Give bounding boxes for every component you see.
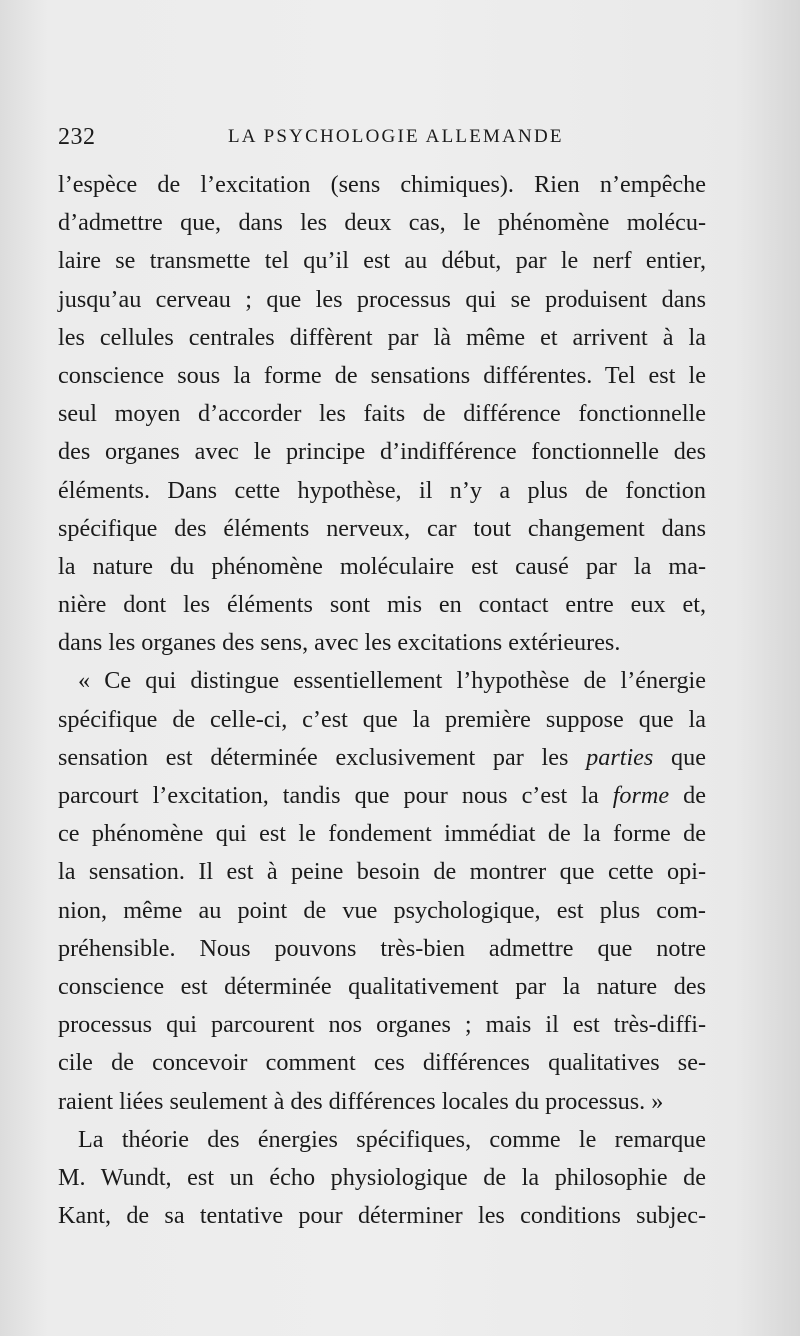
text-line: éléments. Dans cette hypothèse, il n’y a plus de fonction: [58, 476, 706, 504]
page-number: 232: [58, 124, 96, 150]
text-line: spécifique des éléments nerveux, car tout changement dans: [58, 514, 706, 542]
text-line: préhensible. Nous pouvons très-bien admettre que notre: [58, 934, 706, 962]
text-line: des organes avec le principe d’indifférence fonctionnelle des: [58, 438, 706, 466]
page-header: [58, 124, 708, 156]
text-line: Kant, de sa tentative pour déterminer les conditions subjec-: [58, 1202, 706, 1230]
italic-word: parties: [586, 743, 654, 771]
text-line: parcourt l’excitation, tandis que pour nous c’est la forme de: [58, 782, 706, 809]
text-line: les cellules centrales diffèrent par là même et arrivent à la: [58, 323, 706, 351]
paragraph-end-line: dans les organes des sens, avec les excitations extérieures.: [58, 629, 621, 657]
text-line: seul moyen d’accorder les faits de différence fonctionnelle: [58, 400, 706, 428]
text-line: sensation est déterminée exclusivement par les parties que: [58, 743, 706, 771]
text-line: spécifique de celle-ci, c’est que la première suppose que la: [58, 705, 706, 733]
text-line: cile de concevoir comment ces différences qualitatives se-: [58, 1049, 706, 1077]
text-line: la nature du phénomène moléculaire est causé par la ma-: [58, 552, 706, 580]
text-line: nion, même au point de vue psychologique, est plus com-: [58, 896, 706, 924]
italic-word: forme: [612, 782, 670, 809]
text-line: ce phénomène qui est le fondement immédiat de la forme de: [58, 820, 706, 848]
running-title: LA PSYCHOLOGIE ALLEMANDE: [228, 126, 564, 147]
text-line: conscience sous la forme de sensations différentes. Tel est le: [58, 361, 706, 389]
text-line: conscience est déterminée qualitativement par la nature des: [58, 972, 706, 1000]
quote-start-line: « Ce qui distingue essentiellement l’hypothèse de l’énergie: [78, 667, 706, 695]
text-line: M. Wundt, est un écho physiologique de la philosophie de: [58, 1163, 706, 1191]
text-line: laire se transmette tel qu’il est au début, par le nerf entier,: [58, 247, 706, 275]
text-line: l’espèce de l’excitation (sens chimiques). Rien n’empêche: [58, 171, 706, 198]
text-line: d’admettre que, dans les deux cas, le phénomène molécu-: [58, 209, 706, 237]
text-line: nière dont les éléments sont mis en contact entre eux et,: [58, 591, 706, 619]
paragraph-start-line: La théorie des énergies spécifiques, comme le remarque: [78, 1125, 706, 1153]
text-line: jusqu’au cerveau ; que les processus qui se produisent dans: [58, 285, 706, 313]
text-line: processus qui parcourent nos organes ; mais il est très-diffi-: [58, 1011, 706, 1039]
body-text: [58, 166, 706, 1235]
quote-end-line: raient liées seulement à des différences locales du processus. »: [58, 1087, 664, 1115]
text-line: la sensation. Il est à peine besoin de montrer que cette opi-: [58, 858, 706, 886]
